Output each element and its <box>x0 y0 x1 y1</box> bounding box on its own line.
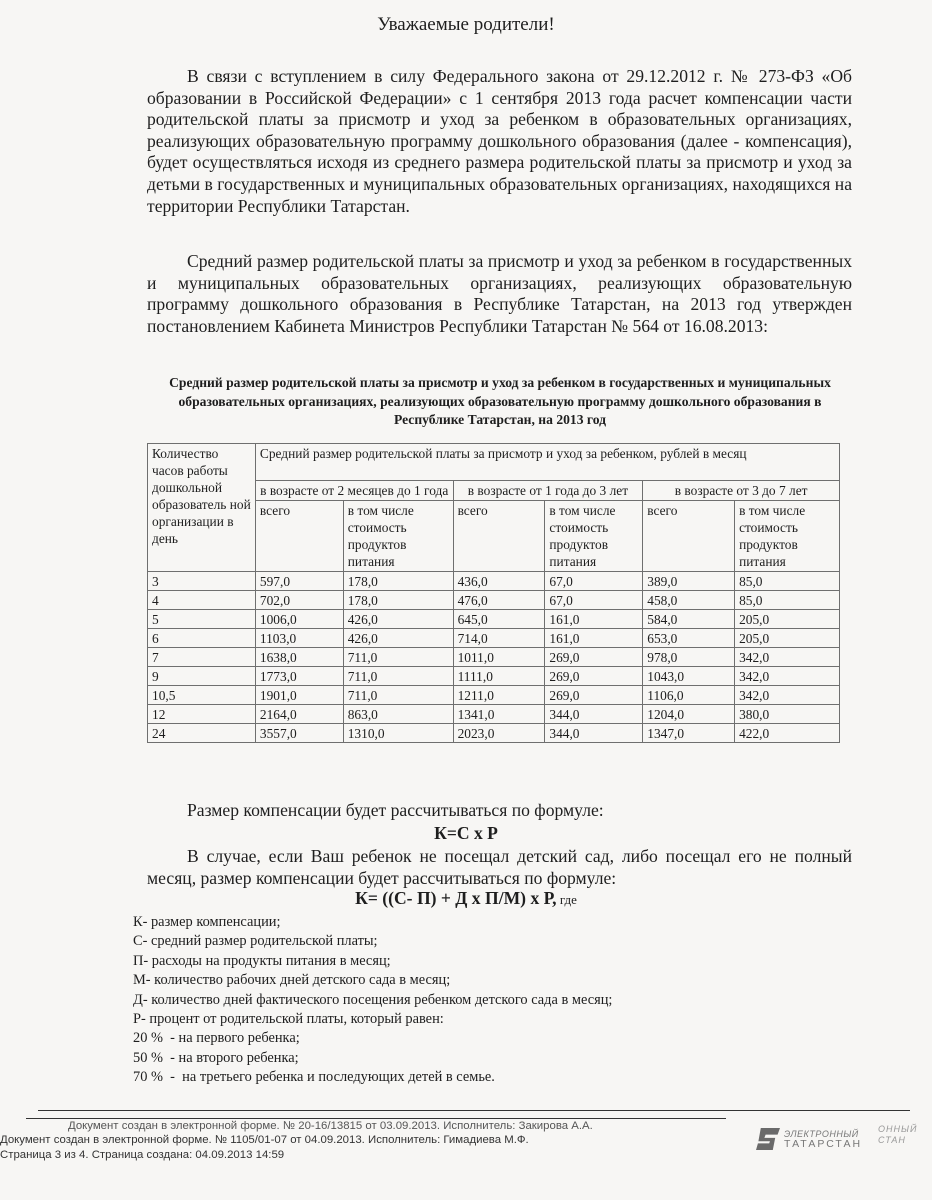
value-cell: 3557,0 <box>255 724 343 743</box>
value-cell: 1211,0 <box>453 686 545 705</box>
table-row <box>148 686 840 705</box>
sub-header-food: в том числе стоимость продуктов питания <box>735 501 840 572</box>
logo-line1: ЭЛЕКТРОННЫЙ <box>784 1129 859 1139</box>
hours-cell: 4 <box>148 591 256 610</box>
average-fee-paragraph: Средний размер родительской платы за присмотр и уход за ребенком в государственных и муниципальных образовательных организациях, реализующих образовательную программу дошкольного образования в Республике Татарстан, на 2013 год утвержден постановлением Кабинета Министров Республики Татарстан № 564 от 16.08.2013: <box>147 251 852 336</box>
value-cell: 458,0 <box>643 591 735 610</box>
logo-ghost-text: СТАН <box>878 1135 906 1145</box>
value-cell: 1111,0 <box>453 667 545 686</box>
footer-divider <box>26 1118 726 1119</box>
sub-header-total: всего <box>453 501 545 572</box>
legend-item: М- количество рабочих дней детского сада в месяц; <box>133 972 451 989</box>
value-cell: 1204,0 <box>643 705 735 724</box>
value-cell: 85,0 <box>735 572 840 591</box>
value-cell: 1043,0 <box>643 667 735 686</box>
value-cell: 714,0 <box>453 629 545 648</box>
formula-partial-expression: К= ((С- П) + Д х П/М) х Р, <box>355 888 557 908</box>
value-cell: 645,0 <box>453 610 545 629</box>
table-caption: Средний размер родительской платы за присмотр и уход за ребенком в государственных и муниципальных образовательных организациях, реализующих образовательную программу дошкольного образования в Республике Татарстан, на 2013 год <box>169 375 831 427</box>
sub-header-food: в том числе стоимость продуктов питания <box>545 501 643 572</box>
value-cell: 67,0 <box>545 591 643 610</box>
value-cell: 597,0 <box>255 572 343 591</box>
value-cell: 422,0 <box>735 724 840 743</box>
value-cell: 389,0 <box>643 572 735 591</box>
value-cell: 1347,0 <box>643 724 735 743</box>
table-row <box>148 591 840 610</box>
value-cell: 1106,0 <box>643 686 735 705</box>
value-cell: 161,0 <box>545 610 643 629</box>
table-row <box>148 629 840 648</box>
value-cell: 584,0 <box>643 610 735 629</box>
formula-partial <box>0 888 932 909</box>
group-header: Средний размер родительской платы за присмотр и уход за ребенком, рублей в месяц <box>255 444 839 481</box>
value-cell: 344,0 <box>545 724 643 743</box>
logo-line2: ТАТАРСТАН <box>784 1138 863 1150</box>
letter-title: Уважаемые родители! <box>377 14 555 35</box>
formula-basic: К=С х Р <box>434 823 498 843</box>
footer-page-info: Страница 3 из 4. Страница создана: 04.09.2013 14:59 <box>0 1149 285 1161</box>
value-cell: 1310,0 <box>343 724 453 743</box>
fee-table <box>147 443 840 743</box>
electronic-tatarstan-logo <box>756 1128 862 1150</box>
value-cell: 269,0 <box>545 686 643 705</box>
value-cell: 269,0 <box>545 667 643 686</box>
legend-item: Р- процент от родительской платы, который равен: <box>133 1011 444 1028</box>
table-row <box>148 667 840 686</box>
footer-divider <box>38 1110 910 1111</box>
legend-item: Д- количество дней фактического посещения ребенком детского сада в месяц; <box>133 991 613 1008</box>
value-cell: 1103,0 <box>255 629 343 648</box>
value-cell: 205,0 <box>735 629 840 648</box>
value-cell: 1901,0 <box>255 686 343 705</box>
value-cell: 653,0 <box>643 629 735 648</box>
legend-item: К- размер компенсации; <box>133 914 281 930</box>
value-cell: 711,0 <box>343 686 453 705</box>
hours-cell: 12 <box>148 705 256 724</box>
hours-cell: 10,5 <box>148 686 256 705</box>
age-group-header: в возрасте от 3 до 7 лет <box>643 481 840 501</box>
value-cell: 426,0 <box>343 610 453 629</box>
value-cell: 178,0 <box>343 591 453 610</box>
sub-header-total: всего <box>255 501 343 572</box>
table-row <box>148 648 840 667</box>
table-row <box>148 705 840 724</box>
intro-paragraph: В связи с вступлением в силу Федерального закона от 29.12.2012 г. № 273-ФЗ «Об образовании в Российской Федерации» с 1 сентября 2013 года расчет компенсации части родительской платы за присмотр и уход за ребенком в образовательных организациях, реализующих образовательную программу дошкольного образования (далее - компенсация), будет осуществляться исходя из среднего размера родительской платы за присмотр и уход за детьми в государственных и муниципальных образовательных организациях, находящихся на территории Республики Татарстан. <box>147 66 852 216</box>
value-cell: 1773,0 <box>255 667 343 686</box>
value-cell: 205,0 <box>735 610 840 629</box>
footer-doc-stamp-1: Документ создан в электронной форме. № 20-16/13815 от 03.09.2013. Исполнитель: Закирова А.А. <box>68 1120 593 1132</box>
sub-header-food: в том числе стоимость продуктов питания <box>343 501 453 572</box>
legend-item: 20 % - на первого ребенка; <box>133 1030 300 1047</box>
partial-month-paragraph: В случае, если Ваш ребенок не посещал детский сад, либо посещал его не полный месяц, размер компенсации будет рассчитываться по формуле: <box>147 846 852 888</box>
value-cell: 67,0 <box>545 572 643 591</box>
legend-item: П- расходы на продукты питания в месяц; <box>133 952 391 969</box>
legend-item: 50 % - на второго ребенка; <box>133 1049 299 1066</box>
logo-ghost-text: ОННЫЙ <box>878 1124 918 1134</box>
hours-cell: 7 <box>148 648 256 667</box>
age-group-header: в возрасте от 2 месяцев до 1 года <box>255 481 453 501</box>
value-cell: 863,0 <box>343 705 453 724</box>
value-cell: 711,0 <box>343 667 453 686</box>
table-row <box>148 572 840 591</box>
value-cell: 342,0 <box>735 648 840 667</box>
formula-intro: Размер компенсации будет рассчитываться по формуле: <box>187 800 604 820</box>
table-row <box>148 610 840 629</box>
value-cell: 344,0 <box>545 705 643 724</box>
value-cell: 711,0 <box>343 648 453 667</box>
sub-header-total: всего <box>643 501 735 572</box>
formula-legend <box>133 913 612 1088</box>
hours-cell: 5 <box>148 610 256 629</box>
value-cell: 1006,0 <box>255 610 343 629</box>
value-cell: 1341,0 <box>453 705 545 724</box>
value-cell: 1638,0 <box>255 648 343 667</box>
hours-cell: 24 <box>148 724 256 743</box>
value-cell: 436,0 <box>453 572 545 591</box>
value-cell: 2023,0 <box>453 724 545 743</box>
hours-cell: 9 <box>148 667 256 686</box>
value-cell: 426,0 <box>343 629 453 648</box>
logo-icon <box>756 1128 780 1150</box>
value-cell: 161,0 <box>545 629 643 648</box>
value-cell: 2164,0 <box>255 705 343 724</box>
value-cell: 476,0 <box>453 591 545 610</box>
value-cell: 380,0 <box>735 705 840 724</box>
value-cell: 85,0 <box>735 591 840 610</box>
age-group-header: в возрасте от 1 года до 3 лет <box>453 481 643 501</box>
hours-cell: 6 <box>148 629 256 648</box>
legend-item: С- средний размер родительской платы; <box>133 933 378 950</box>
value-cell: 342,0 <box>735 686 840 705</box>
hours-cell: 3 <box>148 572 256 591</box>
value-cell: 269,0 <box>545 648 643 667</box>
value-cell: 1011,0 <box>453 648 545 667</box>
legend-item: 70 % - на третьего ребенка и последующих детей в семье. <box>133 1069 495 1086</box>
value-cell: 978,0 <box>643 648 735 667</box>
value-cell: 702,0 <box>255 591 343 610</box>
formula-partial-suffix: где <box>556 892 577 907</box>
row-header: Количество часов работы дошкольной образователь ной организации в день <box>148 444 256 572</box>
value-cell: 342,0 <box>735 667 840 686</box>
footer-doc-stamp-2: Документ создан в электронной форме. № 1105/01-07 от 04.09.2013. Исполнитель: Гимадиева М.Ф. <box>0 1134 529 1146</box>
table-row <box>148 724 840 743</box>
value-cell: 178,0 <box>343 572 453 591</box>
